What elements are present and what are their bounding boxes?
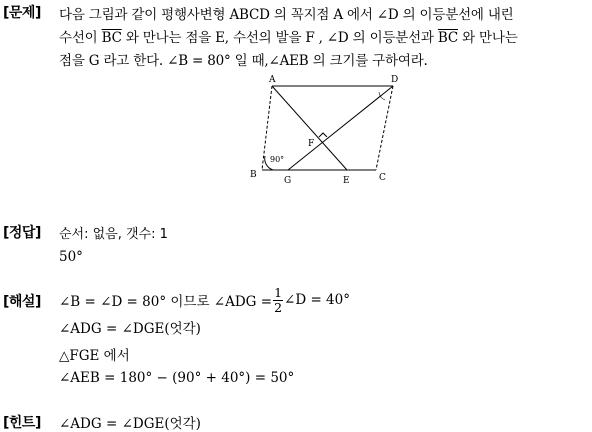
problem-line-2-a: 수선이 (59, 30, 102, 46)
segment-bc: $\overline{BC}$ (101, 30, 122, 46)
explanation-tag: [해설] (3, 294, 41, 310)
explanation-line-1 (59, 285, 350, 315)
segment-bc-2: $\overline{BC}$ (437, 30, 458, 46)
hint-tag: [힌트] (3, 415, 41, 431)
problem-line-1: 다음 그림과 같이 평행사변형 ABCD 의 꼭지점 A 에서 ∠D 의 이등분선에 내린 (59, 7, 514, 23)
label-g: G (284, 176, 292, 186)
explanation-line-3: △FGE 에서 (59, 348, 130, 364)
problem-line-2-b: 와 만나는 점을 E, 수선의 발을 F , ∠D 의 이등분선과 (121, 30, 438, 46)
label-b: B (250, 170, 257, 180)
answer-value: 50° (59, 249, 83, 265)
line-dg (288, 86, 393, 170)
explanation-line-4: ∠AEB = 180° − (90° + 40°) = 50° (59, 370, 295, 386)
fraction-one-half (273, 286, 283, 315)
problem-line-3: 점을 G 라고 한다. ∠B = 80° 일 때,∠AEB 의 크기를 구하여라. (59, 53, 428, 69)
label-c: C (379, 173, 386, 183)
right-angle-mark (319, 133, 327, 137)
hint-line-1: ∠ADG = ∠DGE(엇각) (59, 416, 201, 432)
label-d: D (391, 75, 399, 85)
label-a: A (269, 75, 276, 85)
label-e: E (343, 176, 350, 186)
answer-tag: [정답] (3, 225, 41, 241)
side-dc (376, 86, 393, 170)
fraction-numerator: 1 (274, 284, 283, 300)
problem-line-2-c: 와 만나는 (457, 30, 518, 46)
explanation-line-2: ∠ADG = ∠DGE(엇각) (59, 321, 201, 337)
explanation-line-1-a: ∠B = ∠D = 80° 이므로 ∠ADG = (59, 294, 273, 310)
fraction-denominator: 2 (274, 299, 283, 315)
label-angle-90: 90° (270, 155, 285, 164)
explanation-line-1-b: ∠D = 40° (284, 292, 350, 308)
answer-meta: 순서: 없음, 갯수: 1 (59, 227, 168, 242)
label-f: F (308, 139, 315, 149)
problem-tag: [문제] (3, 5, 41, 21)
